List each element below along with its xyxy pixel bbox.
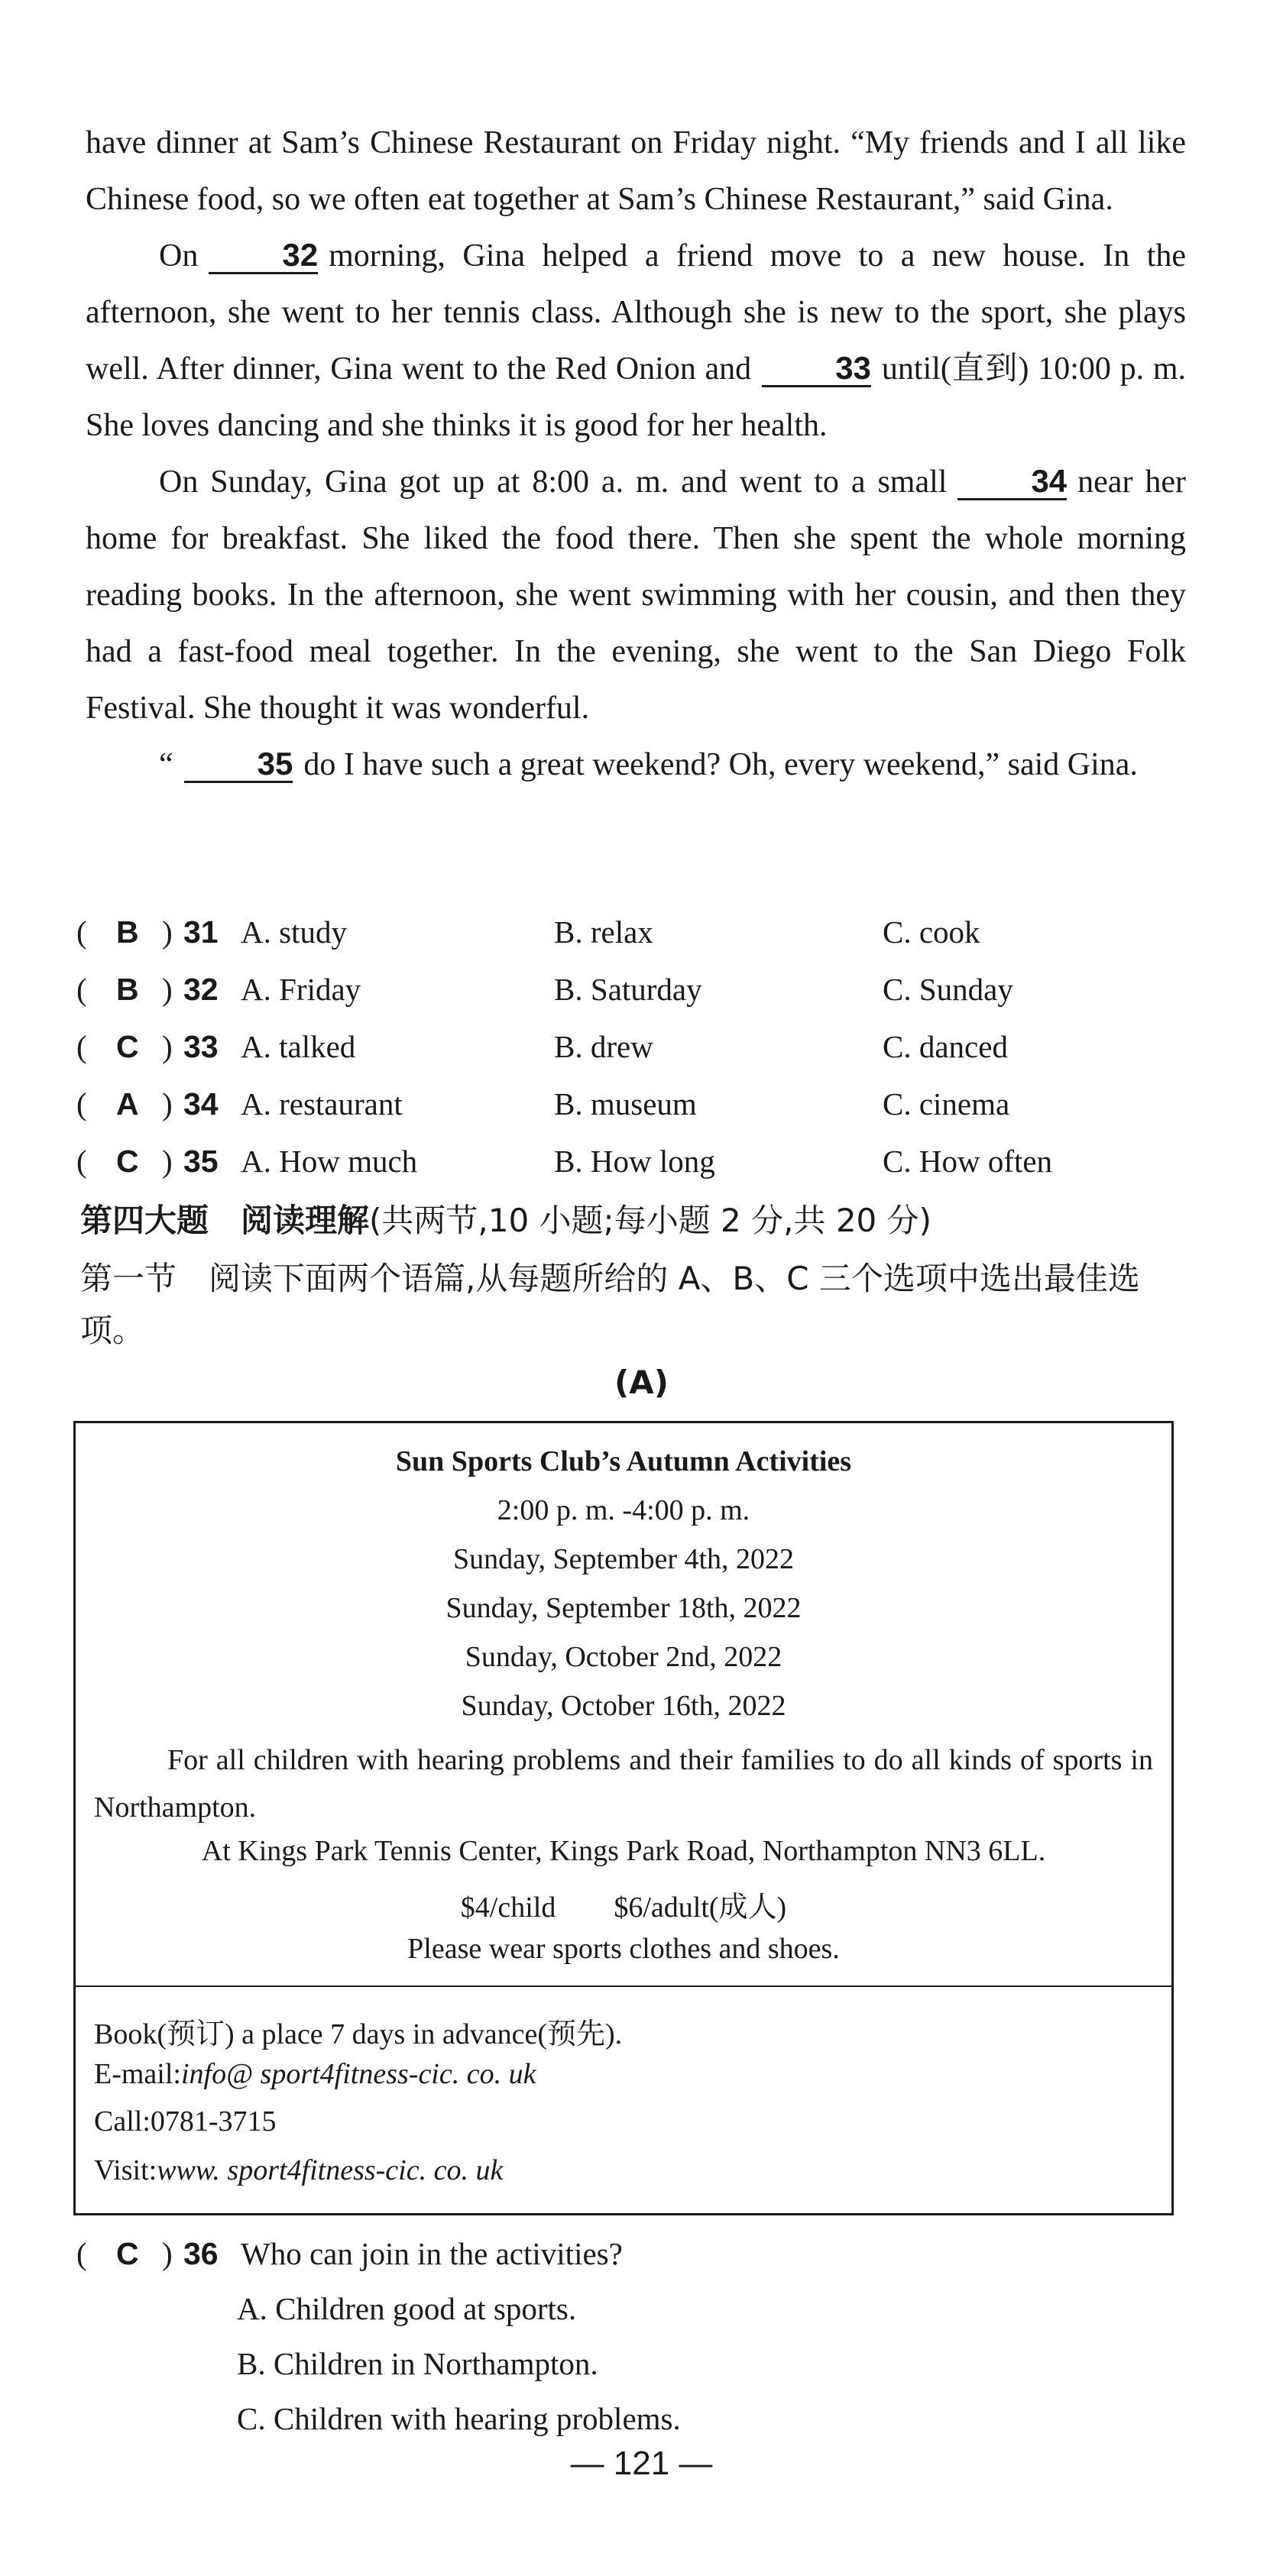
notice-call: Call:0781-3715 (94, 2105, 277, 2137)
question-32: ( B ) 32 A. Friday B. Saturday C. Sunday (76, 963, 1207, 1016)
notice-book: Book(预订) a place 7 days in advance(预先). (94, 2018, 623, 2050)
notice-visit: Visit:www. sport4fitness-cic. co. uk (94, 2154, 504, 2186)
notice-date: Sunday, October 2nd, 2022 (465, 1641, 782, 1673)
section-heading: 第四大题 阅读理解(共两节,10 小题;每小题 2 分,共 20 分) (80, 1202, 932, 1239)
answer: B (116, 972, 139, 1007)
option-c: C. Children with hearing problems. (237, 2401, 681, 2436)
notice-price: $4/child $6/adult(成人) (460, 1892, 787, 1924)
notice-place: At Kings Park Tennis Center, Kings Park Road, Northampton NN3 6LL. (201, 1835, 1046, 1867)
question-31: ( B ) 31 A. study B. relax C. cook (76, 905, 1207, 959)
paragraph-1: have dinner at Sam’s Chinese Restaurant on Friday night. “My friends and I all like Chinese food, so we often eat together at Sam’s Chinese Restaurant,” said Gina. (86, 125, 1186, 217)
answer: A (116, 1086, 139, 1121)
paragraph-2: On 32 morning, Gina helped a friend move to a new house. In the afternoon, she went to her tennis class. Although she is new to the sport, she plays well. After dinner, Gina went to the Red Onion and 33 until(直到) 10:00 p. m. She loves dancing and she thinks it is good for her health. (86, 237, 1186, 443)
answer: C (116, 2236, 139, 2271)
notice-main (76, 1423, 1171, 1987)
question-33: ( C ) 33 A. talked B. drew C. danced (76, 1020, 1207, 1073)
blank-32: 32 (209, 238, 318, 274)
notice-box (73, 1421, 1174, 2215)
passage-label: (A) (614, 1364, 669, 1401)
notice-time: 2:00 p. m. -4:00 p. m. (497, 1494, 750, 1526)
notice-title: Sun Sports Club’s Autumn Activities (395, 1445, 852, 1477)
notice-wear: Please wear sports clothes and shoes. (407, 1933, 840, 1965)
notice-date: Sunday, October 16th, 2022 (461, 1690, 786, 1722)
question-36: ( C ) 36 Who can join in the activities? (76, 2227, 1207, 2280)
answer: B (116, 914, 139, 950)
paragraph-3: On Sunday, Gina got up at 8:00 a. m. and went to a small 34 near her home for breakfast. She liked the food there. Then she spent the whole morning reading books. In the afternoon, she went swimming with her cousin, and then they had a fast-food meal together. In the evening, she went to the San Diego Folk Festival. She thought it was wonderful. (86, 463, 1186, 726)
paragraph-4: “ 35 do I have such a great weekend? Oh, every weekend,” said Gina. (159, 746, 1138, 782)
question-35: ( C ) 35 A. How much B. How long C. How often (76, 1134, 1207, 1188)
page-number: — 121 — (570, 2445, 713, 2482)
blank-35: 35 (184, 747, 293, 783)
answer: C (116, 1029, 139, 1064)
blank-34: 34 (957, 464, 1067, 500)
option-b: B. Children in Northampton. (237, 2346, 598, 2381)
notice-email: E-mail:info@ sport4fitness-cic. co. uk (94, 2058, 536, 2090)
question-34: ( A ) 34 A. restaurant B. museum C. cinema (76, 1077, 1207, 1131)
passage (86, 115, 1186, 793)
notice-date: Sunday, September 18th, 2022 (445, 1592, 802, 1624)
section-instructions: 第一节 阅读下面两个语篇,从每题所给的 A、B、C 三个选项中选出最佳选项。 (80, 1260, 1140, 1349)
blank-33: 33 (762, 351, 871, 387)
notice-date: Sunday, September 4th, 2022 (452, 1543, 795, 1575)
answer: C (116, 1144, 139, 1179)
notice-description: For all children with hearing problems and their families to do all kinds of sports in Northampton. (94, 1744, 1153, 1824)
option-a: A. Children good at sports. (237, 2291, 577, 2326)
